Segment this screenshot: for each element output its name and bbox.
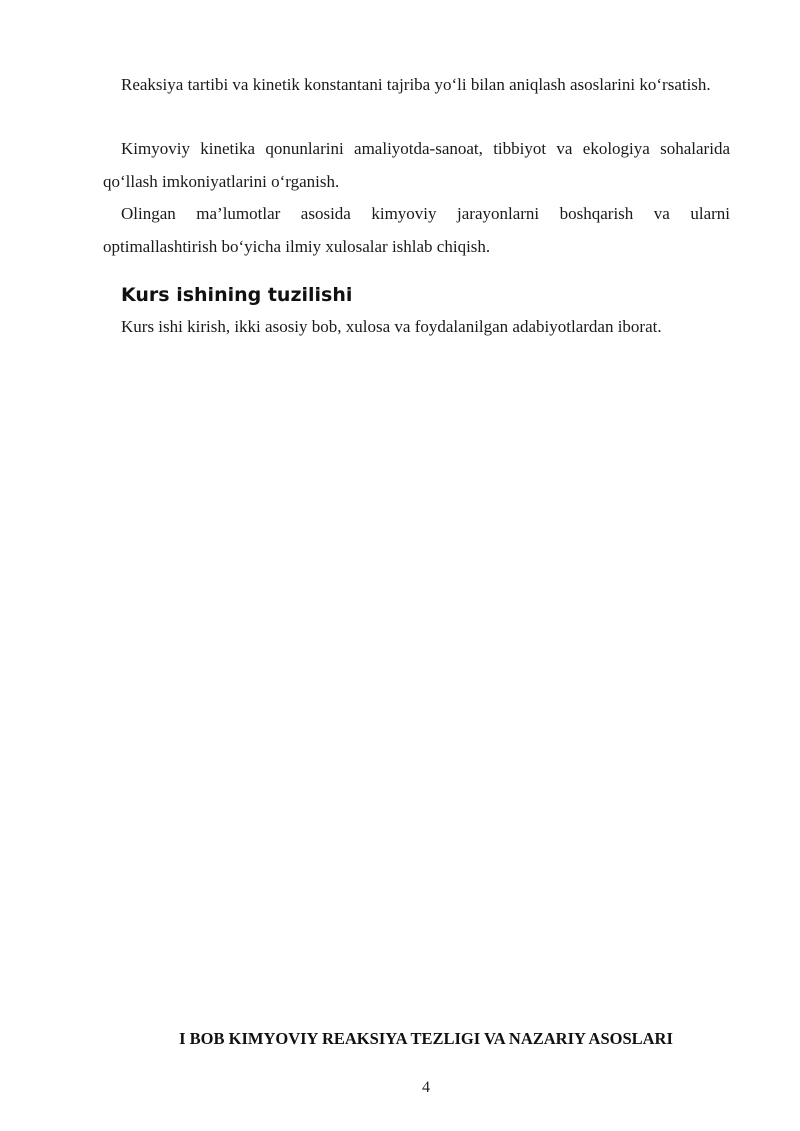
paragraph-reaction-order: Reaksiya tartibi va kinetik konstantani tajriba yo‘li bilan aniqlash asoslarini ko‘rsatish. (121, 75, 711, 94)
paragraph-conclusions: Olingan ma’lumotlar asosida kimyoviy jarayonlarni boshqarish va ularni optimallashtirish bo‘yicha ilmiy xulosalar ishlab chiqish. (103, 204, 730, 256)
section-heading-structure: Kurs ishining tuzilishi (121, 284, 353, 306)
paragraph-kinetics-applications: Kimyoviy kinetika qonunlarini amaliyotda-sanoat, tibbiyot va ekologiya sohalarida qo‘llash imkoniyatlarini o‘rganish. (103, 139, 730, 191)
paragraph-structure: Kurs ishi kirish, ikki asosiy bob, xulosa va foydalanilgan adabiyotlardan iborat. (121, 317, 662, 336)
page-number: 4 (422, 1079, 430, 1096)
chapter-title: I BOB KIMYOVIY REAKSIYA TEZLIGI VA NAZARIY ASOSLARI (179, 1029, 673, 1048)
